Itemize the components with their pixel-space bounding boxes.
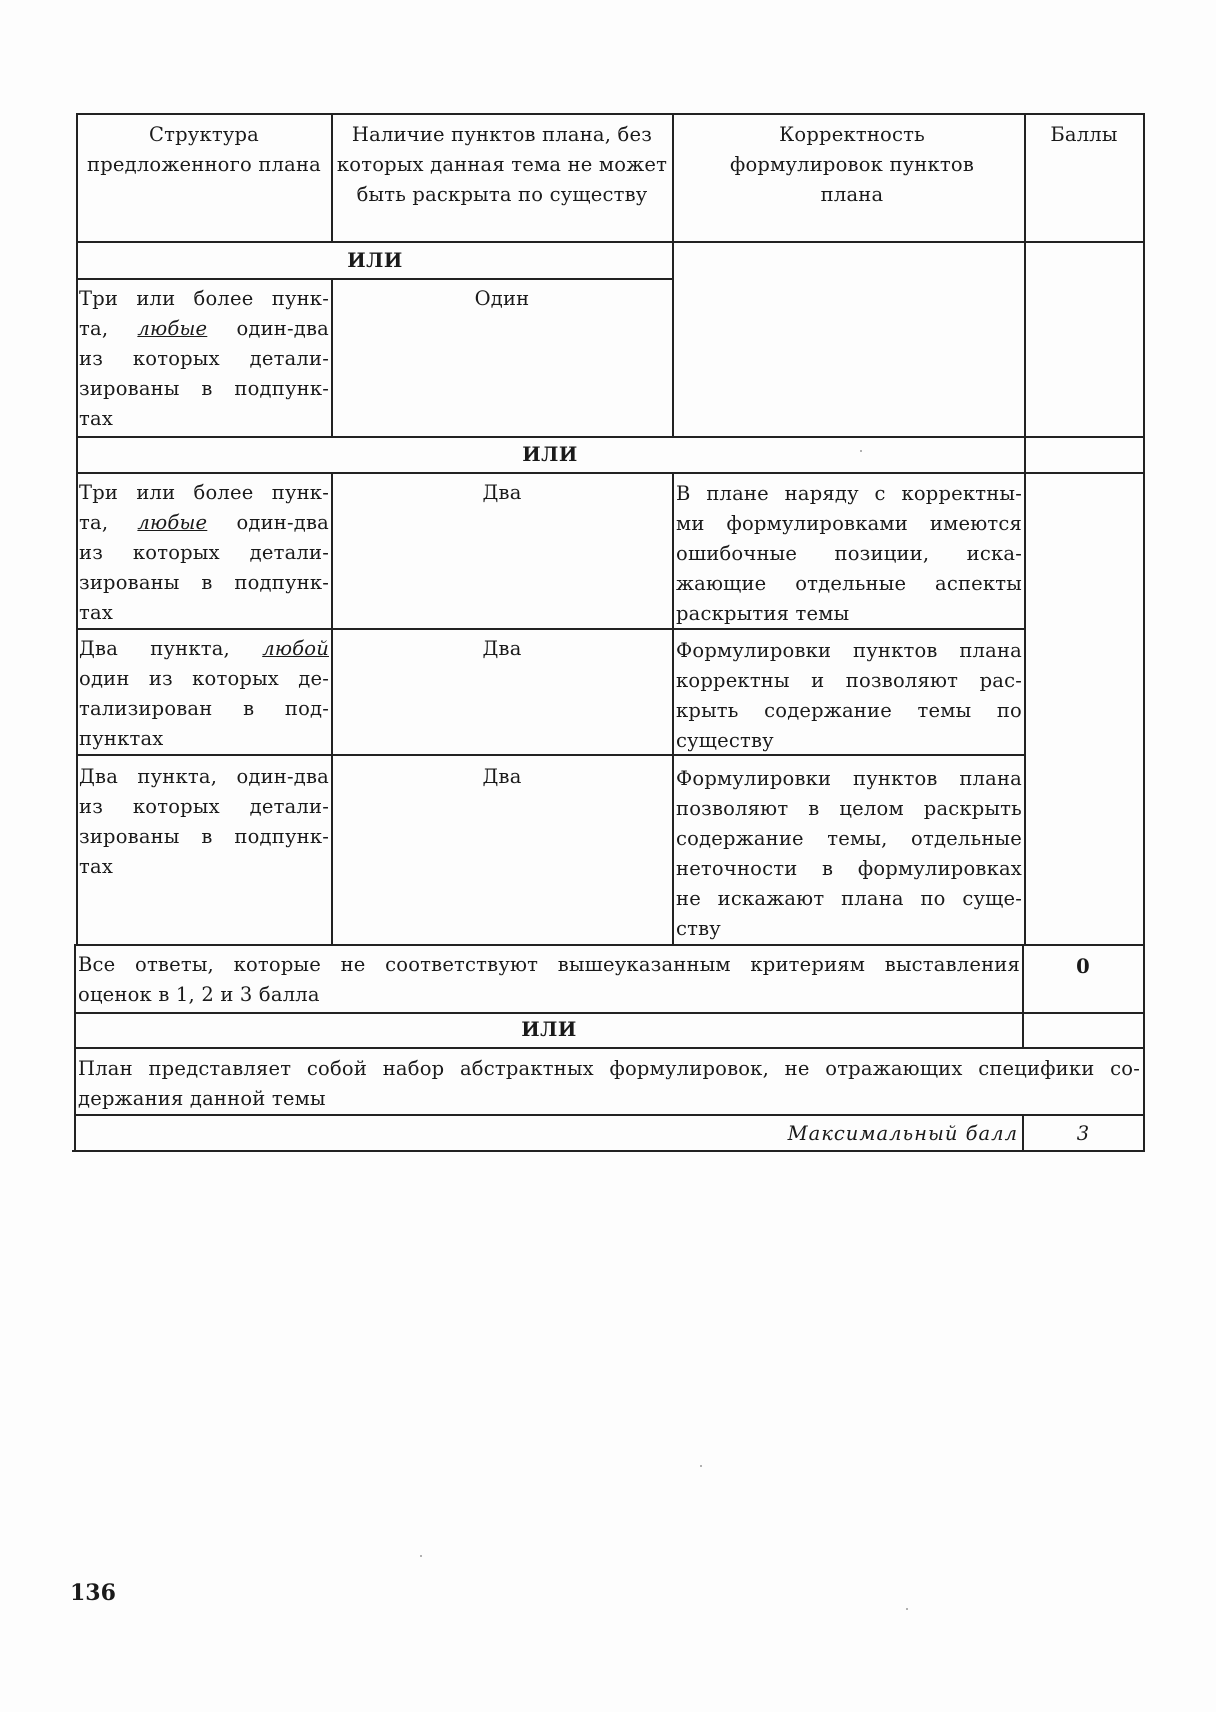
scan-speck xyxy=(700,1465,702,1467)
or-separator-1: ИЛИ xyxy=(347,249,403,272)
header-presence: Наличие пунктов плана, без которых данная тема не может быть раскрыта по существу xyxy=(336,123,668,206)
row2-correctness: В плане наряду с корректны- ми формулировками имеются ошибочные позиции, иска- жающие отдельные аспекты раскрытия темы xyxy=(676,482,1022,625)
row3-correctness: Формулировки пунктов плана корректны и позволяют рас- крыть содержание темы по существу xyxy=(676,639,1022,752)
zero-row-text: Все ответы, которые не соответствуют вышеуказанным критериям выставления оценок в 1, 2 и 3 балла xyxy=(78,953,1020,1006)
row1-presence: Один xyxy=(474,287,530,310)
page-number: 136 xyxy=(70,1580,116,1606)
scan-speck xyxy=(420,1555,422,1557)
row4-correctness: Формулировки пунктов плана позволяют в целом раскрыть содержание темы, отдельные неточности в формулировках не искажают плана по суще- ству xyxy=(676,767,1022,940)
row3-structure: Два пункта, любой один из которых де- тализирован в под- пунктах xyxy=(79,637,329,750)
max-score-value: 3 xyxy=(1076,1122,1090,1145)
header-structure: Структура предложенного плана xyxy=(87,123,321,176)
row4-presence: Два xyxy=(482,765,522,788)
or-separator-3: ИЛИ xyxy=(521,1018,577,1041)
header-correctness: Корректность формулировок пунктов плана xyxy=(730,123,974,206)
zero-row-points: 0 xyxy=(1076,955,1090,978)
scan-speck xyxy=(860,450,862,452)
row2-structure: Три или более пунк- та, любые один-два из которых детали- зированы в подпунк- тах xyxy=(79,481,329,624)
or-separator-2: ИЛИ xyxy=(522,443,578,466)
header-points: Баллы xyxy=(1050,123,1118,146)
abstract-row-text: План представляет собой набор абстрактных формулировок, не отражающих специфики со- держания данной темы xyxy=(78,1057,1140,1110)
scan-speck xyxy=(906,1608,908,1610)
row1-structure: Три или более пунк- та, любые один-два из которых детали- зированы в подпунк- тах xyxy=(79,287,329,430)
row4-structure: Два пункта, один-два из которых детали- зированы в подпунк- тах xyxy=(79,765,329,878)
row3-presence: Два xyxy=(482,637,522,660)
max-score-label: Максимальный балл xyxy=(787,1122,1018,1145)
row2-presence: Два xyxy=(482,481,522,504)
